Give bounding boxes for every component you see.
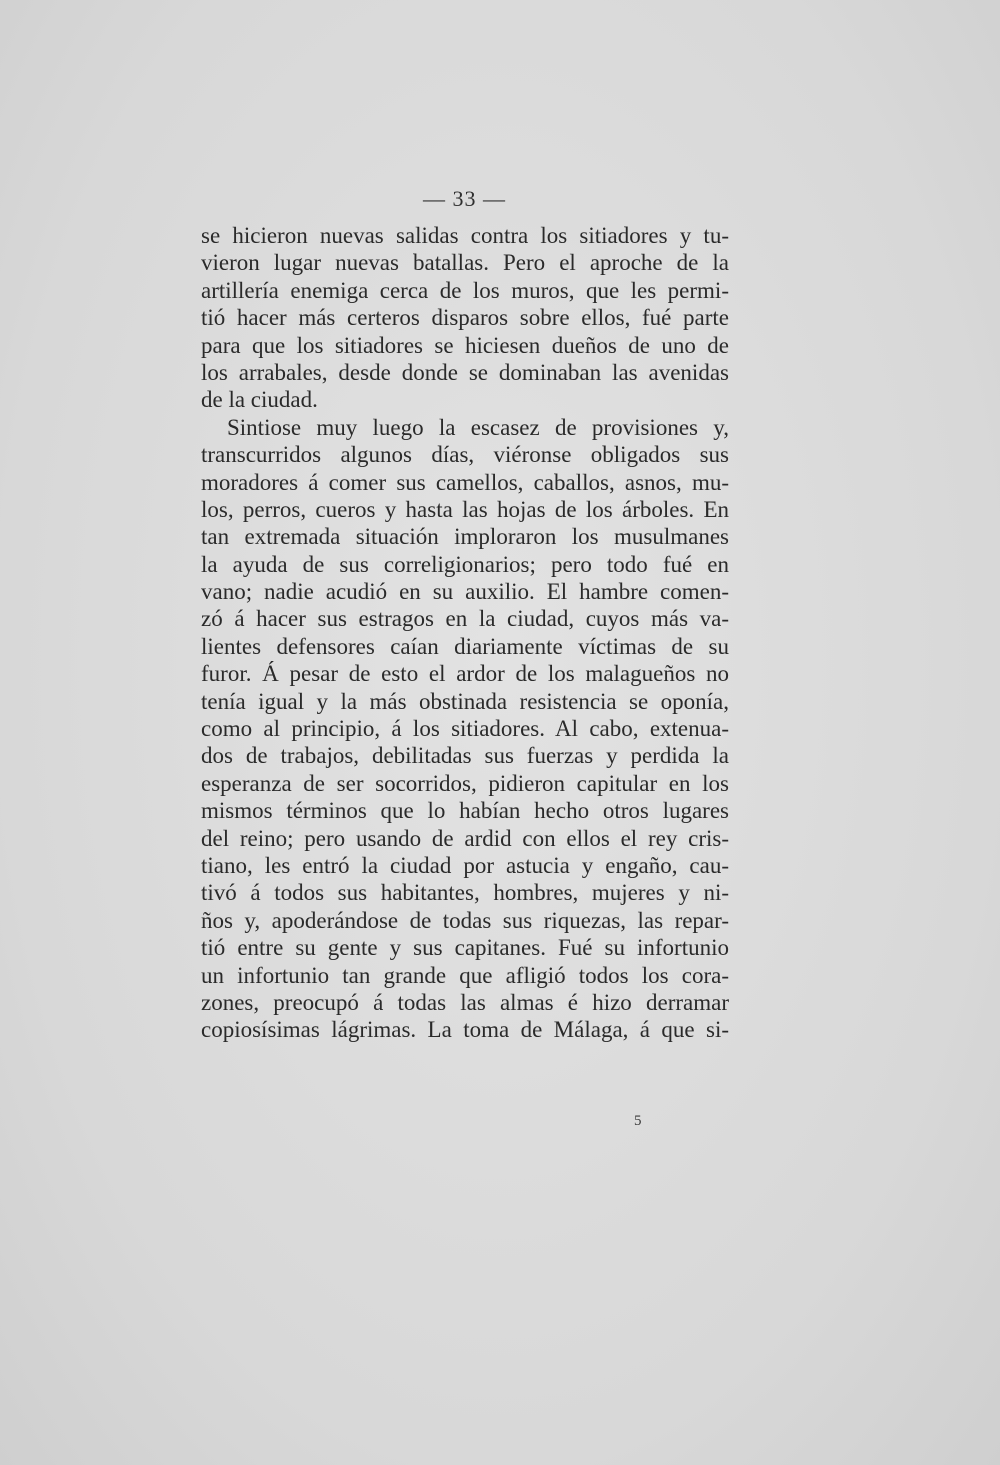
text-line: los arrabales, desde donde se dominaban las avenidas <box>201 359 729 385</box>
text-line: tió entre su gente y sus capitanes. Fué su infortunio <box>201 935 729 961</box>
text-line: tiano, les entró la ciudad por astucia y engaño, cau- <box>201 852 729 878</box>
page-number: — 33 — <box>423 186 506 211</box>
text-line: mismos términos que lo habían hecho otros lugares <box>201 798 729 824</box>
text-line: vano; nadie acudió en su auxilio. El hambre comen- <box>201 579 729 605</box>
text-line: furor. Á pesar de esto el ardor de los malagueños no <box>201 661 729 687</box>
text-line: zones, preocupó á todas las almas é hizo derramar <box>201 989 729 1015</box>
text-line: tió hacer más certeros disparos sobre ellos, fué parte <box>201 305 729 331</box>
text-line: esperanza de ser socorridos, pidieron capitular en los <box>201 770 729 796</box>
text-line: tivó á todos sus habitantes, hombres, mujeres y ni- <box>201 880 729 906</box>
text-line: tenía igual y la más obstinada resistencia se oponía, <box>201 688 729 714</box>
body-text <box>201 222 729 1044</box>
text-line: como al principio, á los sitiadores. Al cabo, extenua- <box>201 716 729 742</box>
text-line: copiosísimas lágrimas. La toma de Málaga, á que si- <box>201 1017 729 1043</box>
text-line: de la ciudad. <box>201 387 318 413</box>
text-line: ños y, apoderándose de todas sus riquezas, las repar- <box>201 907 729 933</box>
text-line: la ayuda de sus correligionarios; pero todo fué en <box>201 551 729 577</box>
text-line: los, perros, cueros y hasta las hojas de los árboles. En <box>201 496 729 522</box>
text-line: para que los sitiadores se hiciesen dueños de uno de <box>201 332 729 358</box>
text-line: transcurridos algunos días, viéronse obligados sus <box>201 442 729 468</box>
text-line: moradores á comer sus camellos, caballos, asnos, mu- <box>201 469 729 495</box>
text-line: dos de trabajos, debilitadas sus fuerzas y perdida la <box>201 743 729 769</box>
text-line: artillería enemiga cerca de los muros, que les permi- <box>201 277 729 303</box>
text-line: zó á hacer sus estragos en la ciudad, cuyos más va- <box>201 606 729 632</box>
text-line: un infortunio tan grande que afligió todos los cora- <box>201 962 729 988</box>
signature-mark: 5 <box>634 1113 642 1129</box>
text-line: tan extremada situación imploraron los musulmanes <box>201 524 729 550</box>
text-line: Sintiose muy luego la escasez de provisiones y, <box>227 414 729 440</box>
text-line: del reino; pero usando de ardid con ellos el rey cris- <box>201 825 729 851</box>
text-line: vieron lugar nuevas batallas. Pero el aproche de la <box>201 250 729 276</box>
text-line: se hicieron nuevas salidas contra los sitiadores y tu- <box>201 223 729 248</box>
text-line: lientes defensores caían diariamente víctimas de su <box>201 633 729 659</box>
